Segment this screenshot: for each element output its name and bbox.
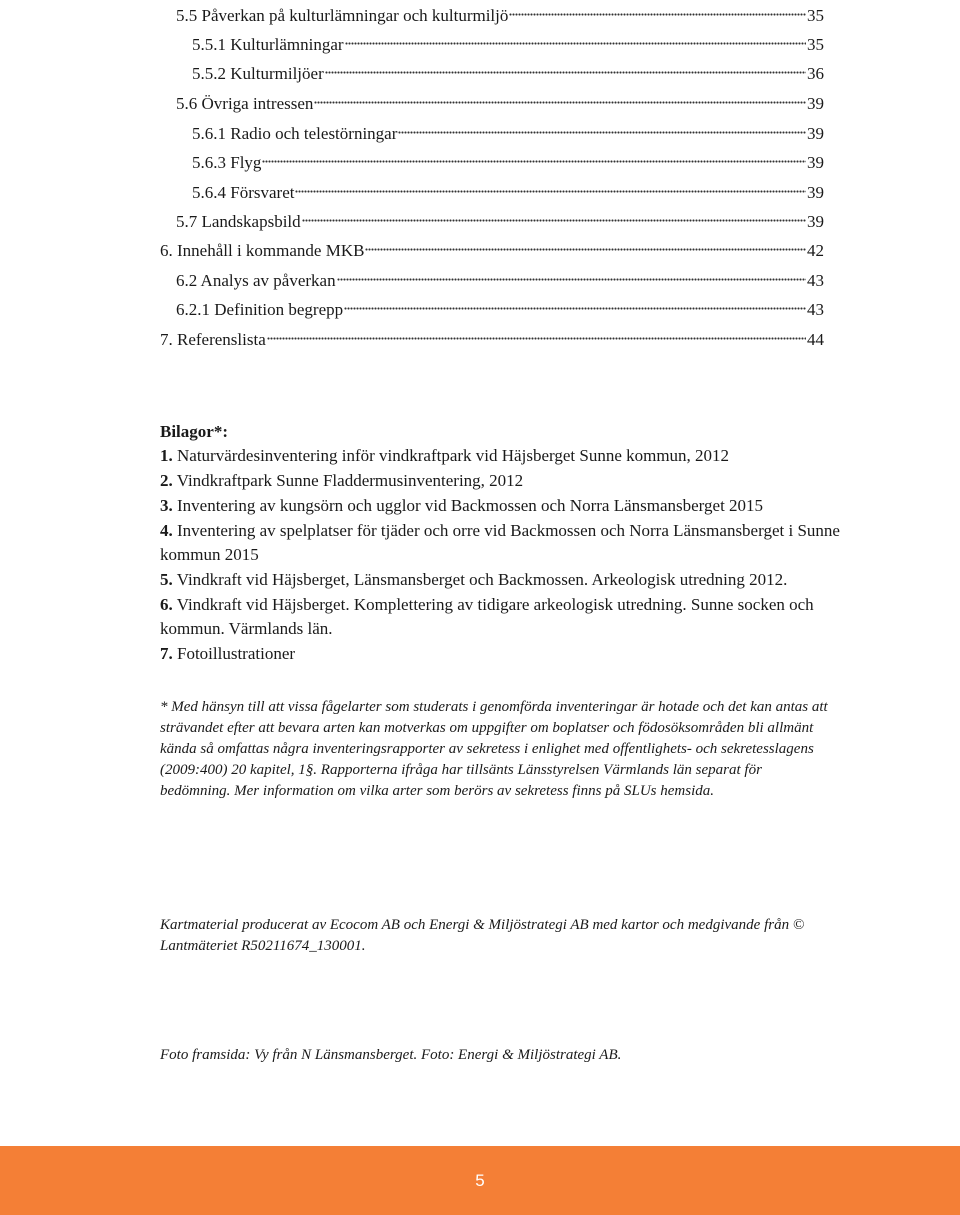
photo-credit bbox=[160, 1045, 830, 1066]
appendix-item bbox=[160, 593, 840, 641]
map-credit bbox=[160, 915, 830, 957]
toc-row[interactable] bbox=[176, 291, 824, 319]
toc-page: 39 bbox=[807, 94, 824, 113]
toc-page: 36 bbox=[807, 64, 824, 83]
toc-page: 39 bbox=[807, 153, 824, 172]
toc-title: 5.5.1 Kulturlämningar bbox=[192, 35, 344, 54]
appendix-text: Naturvärdesinventering inför vindkraftpark vid Häjsberget Sunne kommun, 2012 bbox=[177, 446, 730, 465]
toc-title: 5.6.4 Försvaret bbox=[192, 183, 295, 202]
toc-page: 35 bbox=[807, 35, 824, 54]
toc-leader bbox=[345, 26, 806, 50]
appendix-item bbox=[160, 519, 840, 567]
toc-page: 39 bbox=[807, 124, 824, 143]
appendix-number: 5. bbox=[160, 570, 173, 589]
appendix-text: Vindkraftpark Sunne Fladdermusinventering, 2012 bbox=[176, 471, 524, 490]
toc-leader bbox=[344, 291, 806, 315]
toc-leader bbox=[509, 0, 806, 21]
appendix-item bbox=[160, 444, 840, 468]
toc-leader bbox=[314, 85, 806, 109]
appendix-number: 2. bbox=[160, 471, 173, 490]
footer-bar bbox=[0, 1146, 960, 1215]
toc-row[interactable] bbox=[192, 26, 824, 54]
appendix-text: Vindkraft vid Häjsberget, Länsmansberget och Backmossen. Arkeologisk utredning 2012. bbox=[176, 570, 788, 589]
toc-leader bbox=[365, 232, 806, 256]
map-credit-text: Kartmaterial producerat av Ecocom AB och Energi & Miljöstrategi AB med kartor och medgivande från © Lantmäteriet R50211674_130001. bbox=[160, 917, 805, 954]
appendix-text: Inventering av kungsörn och ugglor vid Backmossen och Norra Länsmansberget 2015 bbox=[177, 496, 764, 515]
toc-title: 6. Innehåll i kommande MKB bbox=[160, 241, 365, 260]
appendix-number: 7. bbox=[160, 644, 173, 663]
appendix-list bbox=[160, 420, 840, 667]
toc-row[interactable] bbox=[192, 144, 824, 172]
toc-page: 43 bbox=[807, 300, 824, 319]
page-number: 5 bbox=[475, 1170, 485, 1190]
toc-row[interactable] bbox=[192, 55, 824, 83]
toc-page: 43 bbox=[807, 271, 824, 290]
toc-page: 39 bbox=[807, 183, 824, 202]
toc-page: 44 bbox=[807, 330, 824, 349]
toc-row[interactable] bbox=[176, 0, 824, 25]
toc-leader bbox=[325, 55, 806, 79]
toc-row[interactable] bbox=[176, 85, 824, 113]
toc-title: 5.6.1 Radio och telestörningar bbox=[192, 124, 398, 143]
toc-title: 6.2 Analys av påverkan bbox=[176, 271, 336, 290]
appendix-number: 4. bbox=[160, 521, 173, 540]
toc-leader bbox=[295, 174, 806, 198]
toc-row[interactable] bbox=[176, 262, 824, 290]
toc-row[interactable] bbox=[192, 174, 824, 202]
toc-title: 5.6 Övriga intressen bbox=[176, 94, 314, 113]
appendix-heading: Bilagor*: bbox=[160, 422, 228, 441]
toc-title: 7. Referenslista bbox=[160, 330, 266, 349]
toc-row[interactable] bbox=[192, 115, 824, 143]
secrecy-note-text: * Med hänsyn till att vissa fågelarter som studerats i genomförda inventeringar är hotade och det kan antas att strävandet efter att bevara arten kan motverkas om uppgifter om boplatser och födosöksområden bli allmänt kända så omfattas några inventeringsrapporter av sekretess i enlighet med offentlighets- och sekretesslagens (2009:400) 20 kapitel, 1§. Rapporterna ifråga har tillsänts Länsstyrelsen Värmlands län separat för bedömning. Mer information om vilka arter som berörs av sekretess finns på SLUs hemsida. bbox=[160, 699, 828, 799]
appendix-number: 6. bbox=[160, 595, 173, 614]
appendix-number: 3. bbox=[160, 496, 173, 515]
appendix-text: Vindkraft vid Häjsberget. Komplettering av tidigare arkeologisk utredning. Sunne socken och kommun. Värmlands län. bbox=[160, 595, 814, 638]
toc-page: 42 bbox=[807, 241, 824, 260]
toc-leader bbox=[262, 144, 806, 168]
toc-row[interactable] bbox=[176, 203, 824, 231]
toc-leader bbox=[337, 262, 806, 286]
appendix-item bbox=[160, 469, 840, 493]
toc-title: 5.7 Landskapsbild bbox=[176, 212, 301, 231]
appendix-item bbox=[160, 642, 840, 666]
toc-title: 5.6.3 Flyg bbox=[192, 153, 262, 172]
toc-title: 6.2.1 Definition begrepp bbox=[176, 300, 344, 319]
appendix-text: Fotoillustrationer bbox=[177, 644, 296, 663]
secrecy-note bbox=[160, 697, 830, 802]
appendix-number: 1. bbox=[160, 446, 173, 465]
toc-leader bbox=[398, 115, 806, 139]
toc-page: 39 bbox=[807, 212, 824, 231]
appendix-item bbox=[160, 494, 840, 518]
appendix-text: Inventering av spelplatser för tjäder och orre vid Backmossen och Norra Länsmansberget i Sunne kommun 2015 bbox=[160, 521, 840, 564]
toc-row[interactable] bbox=[160, 232, 824, 260]
toc-leader bbox=[302, 203, 806, 227]
toc-title: 5.5 Påverkan på kulturlämningar och kulturmiljö bbox=[176, 6, 509, 25]
appendix-item bbox=[160, 568, 840, 592]
toc-row[interactable] bbox=[160, 321, 824, 349]
toc-title: 5.5.2 Kulturmiljöer bbox=[192, 64, 324, 83]
toc-leader bbox=[267, 321, 806, 345]
toc-page: 35 bbox=[807, 6, 824, 25]
photo-credit-text: Foto framsida: Vy från N Länsmansberget. Foto: Energi & Miljöstrategi AB. bbox=[160, 1047, 622, 1063]
